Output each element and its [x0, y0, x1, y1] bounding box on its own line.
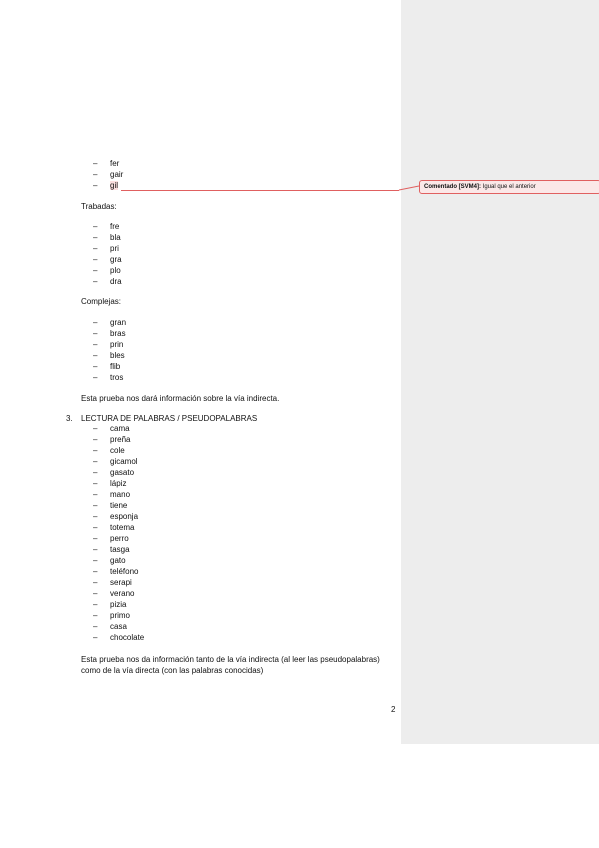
- section-3-heading: 3. LECTURA DE PALABRAS / PSEUDOPALABRAS: [66, 414, 258, 423]
- bullet-dash: –: [93, 633, 98, 642]
- bullet-dash: –: [93, 233, 98, 242]
- list-item: – bras: [93, 329, 126, 338]
- list-item: – gicamol: [93, 457, 138, 466]
- bullet-dash: –: [93, 318, 98, 327]
- list-item: – totema: [93, 523, 135, 532]
- list-item: – prin: [93, 340, 124, 349]
- list-item: – bla: [93, 233, 121, 242]
- list-item: – plo: [93, 266, 121, 275]
- bullet-dash: –: [93, 578, 98, 587]
- bullet-dash: –: [93, 340, 98, 349]
- list-item: – tros: [93, 373, 124, 382]
- comment-connector-line: [399, 186, 419, 190]
- list-item: – mano: [93, 490, 131, 499]
- list-item: – tasga: [93, 545, 130, 554]
- list-item: – lápiz: [93, 479, 127, 488]
- note-both-routes-line1: Esta prueba nos da información tanto de la vía indirecta (al leer las pseudopalabras): [81, 655, 380, 664]
- list-item: – fre: [93, 222, 120, 231]
- bullet-dash: –: [93, 589, 98, 598]
- list-item: – tiene: [93, 501, 128, 510]
- bullet-dash: –: [93, 567, 98, 576]
- note-both-routes-line2: como de la vía directa (con las palabras conocidas): [81, 666, 264, 675]
- comment-text: Igual que el anterior: [481, 184, 536, 190]
- bullet-dash: –: [93, 255, 98, 264]
- list-item: – gair: [93, 170, 124, 179]
- bullet-dash: –: [93, 446, 98, 455]
- list-item: – dra: [93, 277, 122, 286]
- bullet-dash: –: [93, 457, 98, 466]
- bullet-dash: –: [93, 159, 98, 168]
- list-item: – casa: [93, 622, 127, 631]
- bullet-dash: –: [93, 266, 98, 275]
- bullet-dash: –: [93, 523, 98, 532]
- note-indirect-route: Esta prueba nos dará información sobre la vía indirecta.: [81, 394, 280, 403]
- list-item: – teléfono: [93, 567, 139, 576]
- bullet-dash: –: [93, 479, 98, 488]
- list-item: – perro: [93, 534, 129, 543]
- bullet-dash: –: [93, 435, 98, 444]
- list-item: – verano: [93, 589, 135, 598]
- bullet-dash: –: [93, 468, 98, 477]
- list-item: – cole: [93, 446, 125, 455]
- list-item: – serapi: [93, 578, 132, 587]
- list-item: – gato: [93, 556, 126, 565]
- page-number: 2: [391, 705, 396, 714]
- list-item: – chocolate: [93, 633, 145, 642]
- comment-author: Comentado [SVM4]:: [424, 184, 481, 190]
- heading-trabadas: Trabadas:: [81, 202, 117, 211]
- bullet-dash: –: [93, 244, 98, 253]
- bullet-dash: –: [93, 501, 98, 510]
- bullet-dash: –: [93, 556, 98, 565]
- bullet-dash: –: [93, 490, 98, 499]
- bullet-dash: –: [93, 512, 98, 521]
- bullet-dash: –: [93, 534, 98, 543]
- bullet-dash: –: [93, 329, 98, 338]
- bullet-dash: –: [93, 351, 98, 360]
- bullet-dash: –: [93, 600, 98, 609]
- list-item: – gra: [93, 255, 122, 264]
- bullet-dash: –: [93, 373, 98, 382]
- list-item: – esponja: [93, 512, 139, 521]
- list-item: – bles: [93, 351, 125, 360]
- list-item: – fer: [93, 159, 120, 168]
- list-item: – preña: [93, 435, 131, 444]
- bullet-dash: –: [93, 545, 98, 554]
- bullet-dash: –: [93, 277, 98, 286]
- list-item: – primo: [93, 611, 131, 620]
- bullet-dash: –: [93, 611, 98, 620]
- bullet-dash: –: [93, 181, 98, 190]
- list-item: – cama: [93, 424, 130, 433]
- comment-balloon[interactable]: [419, 180, 599, 194]
- list-item: – pri: [93, 244, 119, 253]
- list-item-commented[interactable]: – gil: [93, 181, 119, 190]
- bullet-dash: –: [93, 362, 98, 371]
- bullet-dash: –: [93, 222, 98, 231]
- bullet-dash: –: [93, 622, 98, 631]
- list-item: – gran: [93, 318, 127, 327]
- list-item: – pizia: [93, 600, 127, 609]
- list-item: – flib: [93, 362, 121, 371]
- bullet-dash: –: [93, 424, 98, 433]
- list-item: – gasato: [93, 468, 135, 477]
- heading-complejas: Complejas:: [81, 297, 122, 306]
- bullet-dash: –: [93, 170, 98, 179]
